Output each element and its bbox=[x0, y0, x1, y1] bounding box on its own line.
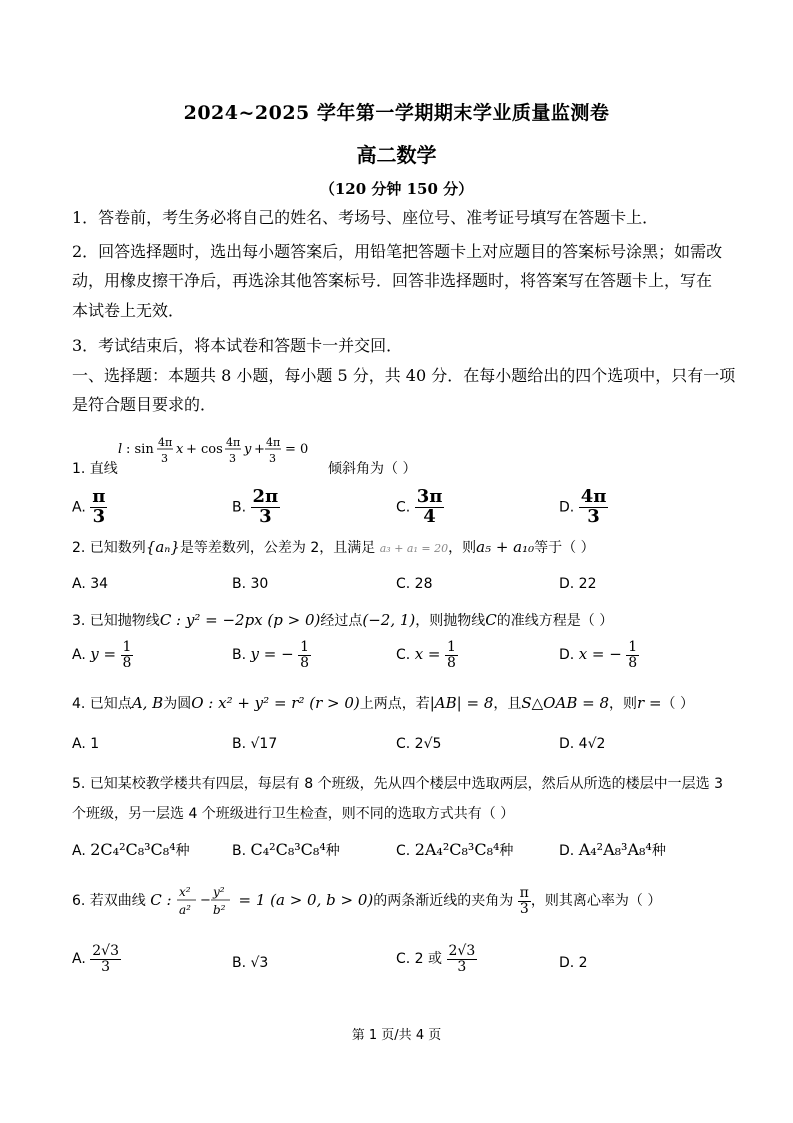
option-lhs: y = − bbox=[250, 645, 294, 664]
q3-curve: C : y² = −2px (p > 0) bbox=[159, 611, 321, 629]
svg-text:+ cos: + cos bbox=[186, 442, 223, 457]
option-label: A. bbox=[72, 647, 86, 664]
q5-line-2: 个班级，另一层选 4 个班级进行卫生检查，则不同的选取方式共有（ ） bbox=[72, 806, 515, 822]
svg-text:y: y bbox=[244, 442, 252, 457]
q3-text-b: 经过点 bbox=[320, 613, 363, 629]
q6-curve-prefix: C : bbox=[150, 891, 172, 909]
q5-option-a bbox=[72, 840, 190, 860]
svg-text:4π: 4π bbox=[266, 436, 281, 449]
q5-option-d bbox=[559, 840, 666, 860]
option-fraction bbox=[90, 488, 107, 527]
option-label: D. bbox=[559, 499, 575, 516]
fraction-numerator: π bbox=[519, 884, 529, 901]
q3-text-c: ，则抛物线 bbox=[415, 613, 486, 629]
q2-text-c: ，则 bbox=[448, 540, 477, 556]
fraction-numerator: 3π bbox=[416, 486, 443, 507]
q1-prefix: 1. 直线 bbox=[72, 461, 118, 477]
q6-option-c bbox=[396, 944, 477, 974]
q2-option-b: B. 30 bbox=[232, 576, 269, 592]
subject-title: 高二数学 bbox=[356, 143, 437, 167]
q6-option-a bbox=[72, 944, 121, 974]
svg-text:x: x bbox=[176, 442, 184, 457]
fraction-denominator: 8 bbox=[122, 654, 132, 671]
svg-text:x²: x² bbox=[179, 885, 191, 899]
q3-text-d: 的准线方程是（ ） bbox=[496, 613, 614, 629]
q4-option-b: B. √17 bbox=[232, 736, 278, 752]
fraction-numerator: π bbox=[92, 486, 106, 507]
option-expression: A₄²A₈³A₈⁴ bbox=[578, 840, 652, 859]
fraction-numerator: 2√3 bbox=[448, 943, 476, 959]
option-label: B. bbox=[232, 843, 247, 859]
q3-text-a: 3. 已知抛物线 bbox=[72, 613, 160, 629]
q3-option-d bbox=[559, 640, 639, 670]
option-label: B. bbox=[232, 647, 247, 664]
q4-option-d: D. 4√2 bbox=[559, 736, 606, 752]
q6-angle bbox=[518, 886, 531, 916]
q3-option-b bbox=[232, 640, 311, 670]
time-score: （120 分钟 150 分） bbox=[319, 180, 474, 198]
option-label: D. bbox=[559, 843, 575, 859]
fraction-denominator: 3 bbox=[519, 900, 529, 917]
option-fraction bbox=[415, 488, 445, 527]
q2-text-a: 2. 已知数列 bbox=[72, 540, 146, 556]
q6-text-c: ，则其离心率为（ ） bbox=[530, 893, 662, 909]
option-label: C. bbox=[396, 499, 411, 516]
fraction-denominator: 4 bbox=[423, 505, 436, 527]
fraction-denominator: 3 bbox=[259, 505, 272, 527]
instruction-2b: 动，用橡皮擦干净后，再选涂其他答案标号．回答非选择题时，将答案写在答题卡上，写在 bbox=[72, 271, 713, 290]
fraction-numerator: 1 bbox=[628, 639, 638, 655]
svg-text:−: − bbox=[200, 893, 211, 908]
q1-equation bbox=[118, 433, 318, 477]
q6-stem bbox=[72, 882, 661, 920]
option-fraction bbox=[298, 640, 311, 670]
q1-option-a bbox=[72, 488, 107, 527]
q2-text-d: 等于（ ） bbox=[534, 540, 595, 556]
q5-option-b bbox=[232, 840, 340, 860]
fraction-denominator: 3 bbox=[457, 958, 467, 975]
option-expression: 2A₄²C₈³C₈⁴ bbox=[414, 840, 500, 859]
q4-chord: |AB| = 8 bbox=[429, 694, 494, 712]
q4-r: r = bbox=[637, 694, 662, 712]
fraction-numerator: 1 bbox=[122, 639, 132, 655]
fraction-denominator: 3 bbox=[101, 958, 111, 975]
instruction-1: 1．答卷前，考生务必将自己的姓名、考场号、座位号、准考证号填写在答题卡上． bbox=[72, 208, 659, 227]
fraction-numerator: 1 bbox=[300, 639, 310, 655]
exam-title: 2024~2025 学年第一学期期末学业质量监测卷 bbox=[183, 102, 610, 124]
q4-points: A, B bbox=[131, 694, 164, 712]
option-fraction bbox=[626, 640, 639, 670]
q6-curve-suffix: = 1 (a > 0, b > 0) bbox=[238, 891, 374, 909]
svg-text:+: + bbox=[254, 442, 265, 457]
q2-sequence: {aₙ} bbox=[145, 538, 180, 556]
fraction-numerator: 2√3 bbox=[92, 943, 119, 959]
q3-curve-name: C bbox=[485, 611, 497, 629]
q1-equation-svg bbox=[118, 433, 318, 473]
option-lhs: x = bbox=[414, 645, 441, 664]
q6-hyperbola-fractions bbox=[176, 882, 234, 920]
option-label: A. bbox=[72, 499, 86, 516]
instruction-3: 3．考试结束后，将本试卷和答题卡一并交回． bbox=[72, 336, 403, 355]
q4-stem bbox=[72, 693, 694, 713]
q6-option-b: B. √3 bbox=[232, 955, 269, 971]
instruction-2c: 本试卷上无效． bbox=[72, 301, 185, 320]
q1-option-d bbox=[559, 488, 608, 527]
option-expression: C₄²C₈³C₈⁴ bbox=[250, 840, 326, 859]
q3-option-a bbox=[72, 640, 133, 670]
option-fraction bbox=[90, 944, 121, 974]
option-label: B. bbox=[232, 499, 247, 516]
q4-text-d: ，且 bbox=[493, 696, 522, 712]
q4-circle: O : x² + y² = r² (r > 0) bbox=[191, 694, 360, 712]
q6-text-b: 的两条渐近线的夹角为 bbox=[373, 893, 514, 909]
q2-option-d: D. 22 bbox=[559, 576, 597, 592]
q1-option-b bbox=[232, 488, 280, 527]
q4-option-c: C. 2√5 bbox=[396, 736, 442, 752]
option-fraction bbox=[121, 640, 134, 670]
svg-text:3: 3 bbox=[229, 452, 236, 465]
fraction-denominator: 3 bbox=[92, 505, 106, 527]
option-label: A. bbox=[72, 951, 86, 968]
q5-line-1: 5. 已知某校教学楼共有四层，每层有 8 个班级，先从四个楼层中选取两层，然后从所选的楼层中一层选 3 bbox=[72, 776, 723, 792]
q4-text-f: （ ） bbox=[661, 696, 694, 712]
option-label: D. bbox=[559, 647, 575, 664]
q6-option-d: D. 2 bbox=[559, 955, 588, 971]
option-unit: 种 bbox=[651, 843, 666, 859]
q4-text-b: 为圆 bbox=[163, 696, 192, 712]
fraction-numerator: 2π bbox=[252, 486, 279, 507]
q3-point: (−2, 1) bbox=[362, 611, 416, 629]
svg-text:a²: a² bbox=[179, 903, 191, 917]
svg-text:4π: 4π bbox=[158, 436, 173, 449]
q3-option-c bbox=[396, 640, 458, 670]
fraction-denominator: 3 bbox=[587, 505, 600, 527]
svg-text:: sin: : sin bbox=[126, 442, 154, 457]
option-unit: 种 bbox=[175, 843, 190, 859]
page-footer: 第 1 页/共 4 页 bbox=[351, 1028, 442, 1043]
svg-text:4π: 4π bbox=[226, 436, 241, 449]
q1-option-c bbox=[396, 488, 444, 527]
fraction-numerator: 1 bbox=[446, 639, 456, 655]
svg-text:= 0: = 0 bbox=[285, 442, 309, 457]
q3-stem bbox=[72, 610, 613, 630]
svg-text:l: l bbox=[118, 442, 123, 457]
svg-text:b²: b² bbox=[213, 903, 226, 917]
q2-text-b: 是等差数列，公差为 2，且满足 bbox=[179, 540, 376, 556]
option-fraction bbox=[251, 488, 281, 527]
q4-text-a: 4. 已知点 bbox=[72, 696, 132, 712]
q4-text-c: 上两点，若 bbox=[359, 696, 430, 712]
fraction-numerator: 4π bbox=[580, 486, 607, 507]
q4-area: S△OAB = 8 bbox=[521, 694, 609, 712]
q2-condition: a₃ + a₁ = 20 bbox=[379, 542, 449, 555]
q6-text-a: 6. 若双曲线 bbox=[72, 893, 146, 909]
q2-option-c: C. 28 bbox=[396, 576, 433, 592]
option-label: C. bbox=[396, 843, 411, 859]
q2-stem bbox=[72, 537, 595, 557]
section-heading-2: 是符合题目要求的． bbox=[72, 395, 217, 414]
svg-text:3: 3 bbox=[269, 452, 276, 465]
instruction-2a: 2．回答选择题时，选出每小题答案后，用铅笔把答题卡上对应题目的答案标号涂黑；如需改 bbox=[72, 242, 723, 261]
option-unit: 种 bbox=[325, 843, 340, 859]
option-fraction bbox=[579, 488, 609, 527]
option-label: C. 2 或 bbox=[396, 951, 443, 968]
option-fraction bbox=[447, 944, 478, 974]
option-lhs: x = − bbox=[578, 645, 622, 664]
q5-option-c bbox=[396, 840, 513, 860]
q4-text-e: ，则 bbox=[609, 696, 637, 712]
svg-text:3: 3 bbox=[161, 452, 168, 465]
option-label: C. bbox=[396, 647, 411, 664]
q2-option-a: A. 34 bbox=[72, 576, 109, 592]
fraction-denominator: 8 bbox=[628, 654, 638, 671]
svg-text:y²: y² bbox=[213, 885, 225, 899]
option-label: A. bbox=[72, 843, 86, 859]
option-lhs: y = bbox=[90, 645, 117, 664]
option-fraction bbox=[445, 640, 458, 670]
section-heading-1: 一、选择题：本题共 8 小题，每小题 5 分，共 40 分．在每小题给出的四个选项中，只有一项 bbox=[72, 366, 736, 385]
q2-target: a₅ + a₁₀ bbox=[476, 538, 535, 556]
option-expression: 2C₄²C₈³C₈⁴ bbox=[90, 840, 176, 859]
fraction-denominator: 8 bbox=[300, 654, 310, 671]
fraction-denominator: 8 bbox=[446, 654, 456, 671]
q4-option-a: A. 1 bbox=[72, 736, 100, 752]
q1-suffix: 倾斜角为（ ） bbox=[328, 461, 417, 477]
option-unit: 种 bbox=[499, 843, 514, 859]
